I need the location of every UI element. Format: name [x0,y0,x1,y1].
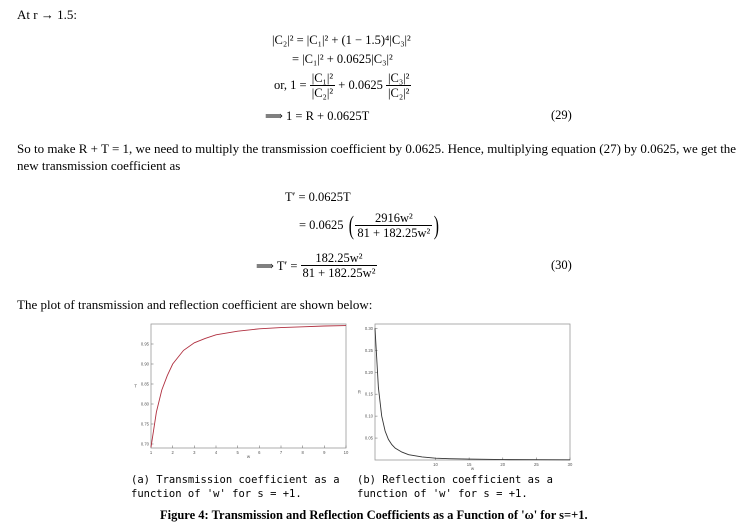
caption-a: (a) Transmission coefficient as a function of 'w' for s = +1. [131,474,340,500]
eq29-line3-prefix: or, 1 = [274,78,307,92]
x-tick-label: 7 [279,450,283,455]
y-tick-label: 0.70 [140,441,149,447]
x-tick-label: 25 [534,462,539,467]
y-tick-label: 0.90 [140,361,149,367]
eq29-number: (29) [551,108,572,122]
y-tick-label: 0.80 [140,401,149,407]
x-tick-label: 15 [466,462,472,467]
eq30-line3-prefix: ⟹ T′ = [256,258,298,273]
eq29-frac-a-num: |C₁|² [311,71,334,85]
x-tick-label: 20 [500,462,506,467]
eq29-frac-b-num: |C₃|² [387,71,410,85]
eq29-line1: |C₂|² = |C₁|² + (1 − 1.5)⁴|C₃|² [272,33,411,47]
x-axis-label: w [470,466,475,471]
paragraph-2: The plot of transmission and reflection coefficient are shown below: [17,297,373,312]
eq30-frac1-den: 81 + 182.25w² [357,226,431,240]
y-tick-label: 0.25 [364,347,373,353]
y-tick-label: 0.85 [140,381,149,387]
y-tick-label: 0.15 [364,391,373,397]
eq30-line3 [256,251,377,280]
eq30-right-paren: ) [434,210,440,240]
figure-title-text: Figure 4: Transmission and Reflection Coefficients as a Function of 'ω' for s=+1. [160,508,588,522]
y-tick-label: 0.30 [364,325,373,331]
paragraph-1: So to make R + T = 1, we need to multiply the transmission coefficient by 0.0625. Hence, multiplying equation (27) by 0.0625, we get the new transmission coefficient as [17,141,737,173]
x-tick-label: 4 [214,450,218,455]
eq29-fraction-b [386,71,411,100]
x-axis-label: w [246,454,251,459]
eq30-frac2-den: 81 + 182.25w² [302,266,376,280]
eq30-frac2-num: 182.25w² [301,251,378,266]
eq29-line3 [274,71,411,100]
eq30-line2-prefix: = 0.0625 [299,218,344,232]
x-tick-label: 30 [567,462,573,467]
eq29-line3-mid: + 0.0625 [338,78,383,92]
x-tick-label: 10 [433,462,438,467]
transmission-chart [127,322,355,466]
eq30-line1: T′ = 0.0625T [285,190,351,204]
plot-frame [151,324,346,448]
y-tick-label: 0.20 [364,369,373,375]
reflection-chart [355,322,577,471]
y-tick-label: 0.10 [364,413,373,419]
eq29-line4: ⟹ 1 = R + 0.0625T [265,109,370,123]
eq30-left-paren: ( [348,210,354,240]
eq29-fraction-a [310,71,335,100]
eq30-frac1-num: 2916w² [355,211,432,226]
x-tick-label: 6 [258,450,261,455]
x-tick-label: 5 [236,450,239,455]
y-tick-label: 0.05 [364,435,373,441]
eq30-number: (30) [551,258,572,272]
x-tick-label: 1 [149,450,153,455]
eq29-frac-a-den: |C₂|² [311,86,334,100]
y-axis-label: T [134,383,137,389]
eq30-line2 [299,211,441,240]
eq29-line2: = |C₁|² + 0.0625|C₃|² [292,52,393,66]
figure-title [160,508,588,523]
eq30-fraction-1 [355,211,432,240]
x-tick-label: 9 [323,450,326,455]
eq30-fraction-2 [301,251,378,280]
series-line [151,326,346,448]
x-tick-label: 3 [193,450,196,455]
eq29-frac-b-den: |C₂|² [387,86,410,100]
section-heading: At r → 1.5: [17,7,77,22]
y-tick-label: 0.75 [140,421,149,427]
x-tick-label: 8 [301,450,304,455]
plot-frame [375,324,570,460]
series-line [375,328,570,459]
caption-b: (b) Reflection coefficient as a function of 'w' for s = +1. [357,474,553,500]
x-tick-label: 2 [171,450,174,455]
y-axis-label: R [357,389,361,395]
x-tick-label: 10 [343,450,349,455]
y-tick-label: 0.95 [140,341,149,347]
